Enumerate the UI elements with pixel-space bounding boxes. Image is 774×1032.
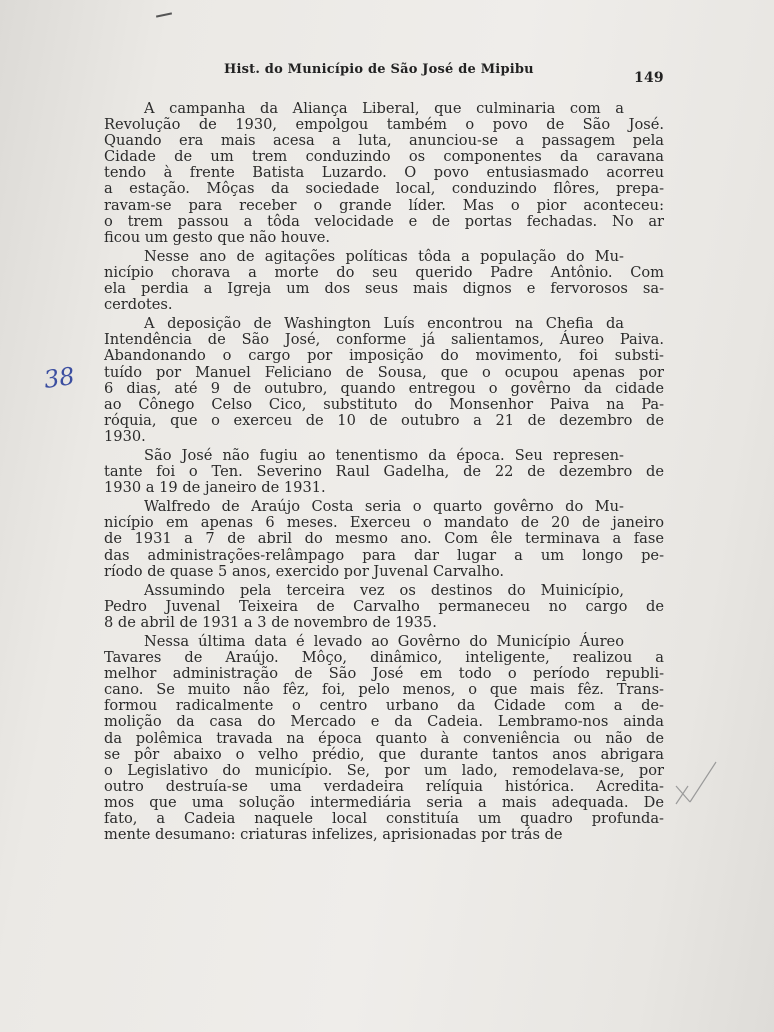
text-line: se pôr abaixo o velho prédio, que durante tantos anos abrigara xyxy=(104,745,664,763)
text-line: Abandonando o cargo por imposição do movimento, foi substi- xyxy=(104,347,664,365)
text-line: ríodo de quase 5 anos, exercido por Juvenal Carvalho. xyxy=(104,562,504,580)
text-line: tendo à frente Batista Luzardo. O povo entusiasmado acorreu xyxy=(104,164,664,182)
text-line: outro destruía-se uma verdadeira relíquia histórica. Acredita- xyxy=(104,777,664,795)
text-line: ao Cônego Celso Cico, substituto do Monsenhor Paiva na Pa- xyxy=(104,395,664,413)
text-line: Assumindo pela terceira vez os destinos do Muinicípio, xyxy=(144,581,624,599)
text-line: A campanha da Aliança Liberal, que culminaria com a xyxy=(144,100,624,117)
text-line: ravam-se para receber o grande líder. Mas o pior aconteceu: xyxy=(104,196,664,214)
text-line: Intendência de São José, conforme já salientamos, Áureo Paiva. xyxy=(104,331,664,349)
page-body-text xyxy=(104,101,664,846)
paragraph xyxy=(104,583,664,631)
text-line: nicípio em apenas 6 meses. Exerceu o mandato de 20 de janeiro xyxy=(104,514,664,532)
text-line: tante foi o Ten. Severino Raul Gadelha, de 22 de dezembro de xyxy=(104,463,664,481)
text-line: Quando era mais acesa a luta, anunciou-se a passagem pela xyxy=(104,132,664,150)
text-line: de 1931 a 7 de abril do mesmo ano. Com êle terminava a fase xyxy=(104,530,664,548)
paragraph xyxy=(104,249,664,313)
handwritten-margin-note: 38 xyxy=(42,362,77,394)
text-line: da polêmica travada na época quanto à conveniência ou não de xyxy=(104,729,664,747)
text-line: fato, a Cadeia naquele local constituía um quadro profunda- xyxy=(104,810,664,828)
pencil-mark-icon xyxy=(672,756,722,816)
header-title: Hist. do Município de São José de Mipibu xyxy=(224,62,534,77)
text-line: o Legislativo do município. Se, por um lado, remodelava-se, por xyxy=(104,761,664,779)
text-line: ela perdia a Igreja um dos seus mais dignos e fervorosos sa- xyxy=(104,280,664,298)
text-line: o trem passou a tôda velocidade e de portas fechadas. No ar xyxy=(104,212,664,230)
text-line: cano. Se muito não fêz, foi, pelo menos, o que mais fêz. Trans- xyxy=(104,681,664,699)
paragraph xyxy=(104,499,664,579)
text-line: tuído por Manuel Feliciano de Sousa, que o ocupou apenas por xyxy=(104,363,664,381)
text-line: mente desumano: criaturas infelizes, aprisionadas por trás de xyxy=(104,826,563,844)
text-line: róquia, que o exerceu de 10 de outubro a 21 de dezembro de xyxy=(104,411,664,429)
text-line: Revolução de 1930, empolgou também o povo de São José. xyxy=(104,116,664,134)
text-line: nicípio chorava a morte do seu querido Padre Antônio. Com xyxy=(104,263,664,281)
paragraph xyxy=(104,634,664,843)
text-line: mos que uma solução intermediária seria a mais adequada. De xyxy=(104,793,664,811)
text-line: a estação. Môças da sociedade local, conduzindo flôres, prepa- xyxy=(104,180,664,198)
text-line: Walfredo de Araújo Costa seria o quarto govêrno do Mu- xyxy=(144,498,624,516)
text-line: ficou um gesto que não houve. xyxy=(104,228,331,246)
stray-ink-mark xyxy=(156,12,172,17)
text-line: São José não fugiu ao tenentismo da época. Seu represen- xyxy=(144,446,624,464)
text-line: Pedro Juvenal Teixeira de Carvalho permaneceu no cargo de xyxy=(104,597,664,615)
text-line: 6 dias, até 9 de outubro, quando entregou o govêrno da cidade xyxy=(104,379,664,397)
text-line: A deposição de Washington Luís encontrou na Chefia da xyxy=(144,315,624,333)
text-line: 1930. xyxy=(104,427,146,445)
paragraph xyxy=(104,448,664,496)
text-line: formou radicalmente o centro urbano da Cidade com a de- xyxy=(104,697,664,715)
page-number: 149 xyxy=(634,70,664,86)
text-line: 1930 a 19 de janeiro de 1931. xyxy=(104,479,326,497)
text-line: Nesse ano de agitações políticas tôda a população do Mu- xyxy=(144,247,624,265)
paragraph xyxy=(104,316,664,445)
text-line: das administrações-relâmpago para dar lugar a um longo pe- xyxy=(104,546,664,564)
text-line: 8 de abril de 1931 a 3 de novembro de 1935. xyxy=(104,613,437,631)
text-line: cerdotes. xyxy=(104,296,173,314)
text-line: molição da casa do Mercado e da Cadeia. Lembramo-nos ainda xyxy=(104,713,664,731)
text-line: Tavares de Araújo. Môço, dinâmico, inteligente, realizou a xyxy=(104,649,664,667)
text-line: Nessa última data é levado ao Govêrno do Município Áureo xyxy=(144,633,624,650)
text-line: melhor administração de São José em todo o período republi- xyxy=(104,665,664,683)
text-line: Cidade de um trem conduzindo os componentes da caravana xyxy=(104,148,664,166)
paragraph xyxy=(104,101,664,246)
